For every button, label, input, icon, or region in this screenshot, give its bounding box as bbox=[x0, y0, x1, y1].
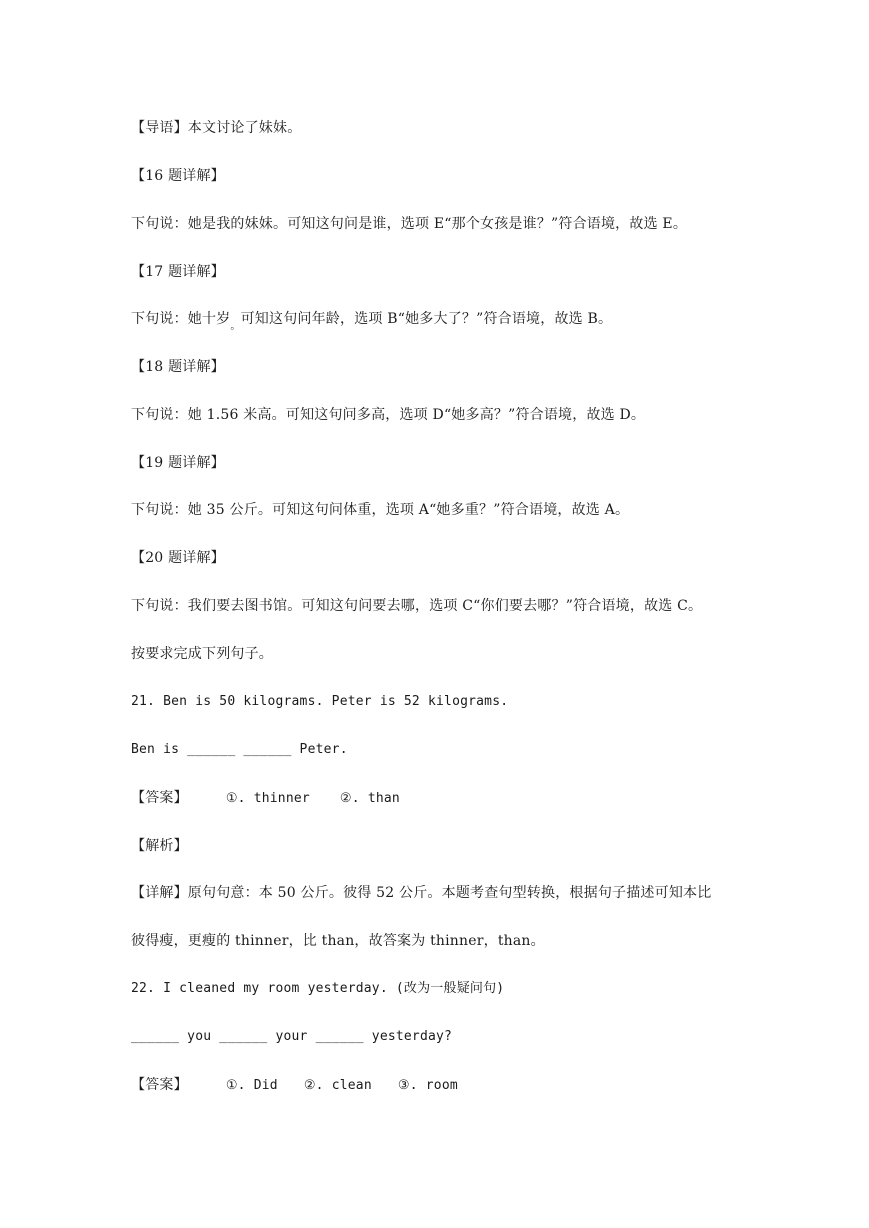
section-title: 按要求完成下列句子。 bbox=[131, 646, 273, 662]
q19-explanation: 下句说：她 35 公斤。可知这句问体重，选项 A“她多重？”符合语境，故选 A。 bbox=[131, 502, 630, 518]
q21-answer-label: 【答案】 bbox=[131, 790, 188, 806]
q21-answer-1: ①. thinner bbox=[225, 791, 310, 806]
q17-period: 。 bbox=[230, 321, 241, 332]
q21-answer bbox=[131, 788, 400, 809]
q22-answer-3: ③. room bbox=[397, 1078, 458, 1093]
q21-detail-line-2: 彼得瘦，更瘦的 thinner，比 than，故答案为 thinner，than。 bbox=[131, 933, 545, 949]
q22-answer-label: 【答案】 bbox=[131, 1077, 188, 1093]
q17-heading: 【17 题详解】 bbox=[131, 264, 225, 280]
q17-explanation bbox=[131, 309, 612, 331]
q22-answer-2: ②. clean bbox=[303, 1078, 372, 1093]
q21-detail-line-1: 【详解】原句句意：本 50 公斤。彼得 52 公斤。本题考查句型转换，根据句子描述可知本比 bbox=[131, 885, 712, 901]
q21-blank-line: Ben is ______ ______ Peter. bbox=[131, 742, 348, 757]
q22-prompt: 22. I cleaned my room yesterday. (改为一般疑问句) bbox=[131, 981, 505, 996]
q17-text-b: 可知这句问年龄，选项 B“她多大了？”符合语境，故选 B。 bbox=[240, 311, 613, 327]
q22-blank-line: ______ you ______ your ______ yesterday? bbox=[131, 1029, 453, 1044]
q18-heading: 【18 题详解】 bbox=[131, 359, 225, 375]
q17-text-a: 下句说：她十岁 bbox=[131, 311, 231, 327]
q18-explanation: 下句说：她 1.56 米高。可知这句问多高，选项 D“她多高？”符合语境，故选 D。 bbox=[131, 407, 646, 423]
q20-heading: 【20 题详解】 bbox=[131, 550, 225, 566]
q22-answer-1: ①. Did bbox=[225, 1078, 278, 1093]
q21-answer-2: ②. than bbox=[339, 791, 400, 806]
q20-explanation: 下句说：我们要去图书馆。可知这句问要去哪，选项 C“你们要去哪？”符合语境，故选 C。 bbox=[131, 598, 703, 614]
intro-line: 【导语】本文讨论了妹妹。 bbox=[131, 120, 302, 136]
q19-heading: 【19 题详解】 bbox=[131, 455, 225, 471]
q16-explanation: 下句说：她是我的妹妹。可知这句问是谁，选项 E“那个女孩是谁？”符合语境，故选 E。 bbox=[131, 216, 688, 232]
q16-heading: 【16 题详解】 bbox=[131, 168, 225, 184]
q22-answer bbox=[131, 1075, 458, 1096]
q21-analysis-label: 【解析】 bbox=[131, 838, 188, 854]
q21-prompt: 21. Ben is 50 kilograms. Peter is 52 kilograms. bbox=[131, 694, 509, 709]
